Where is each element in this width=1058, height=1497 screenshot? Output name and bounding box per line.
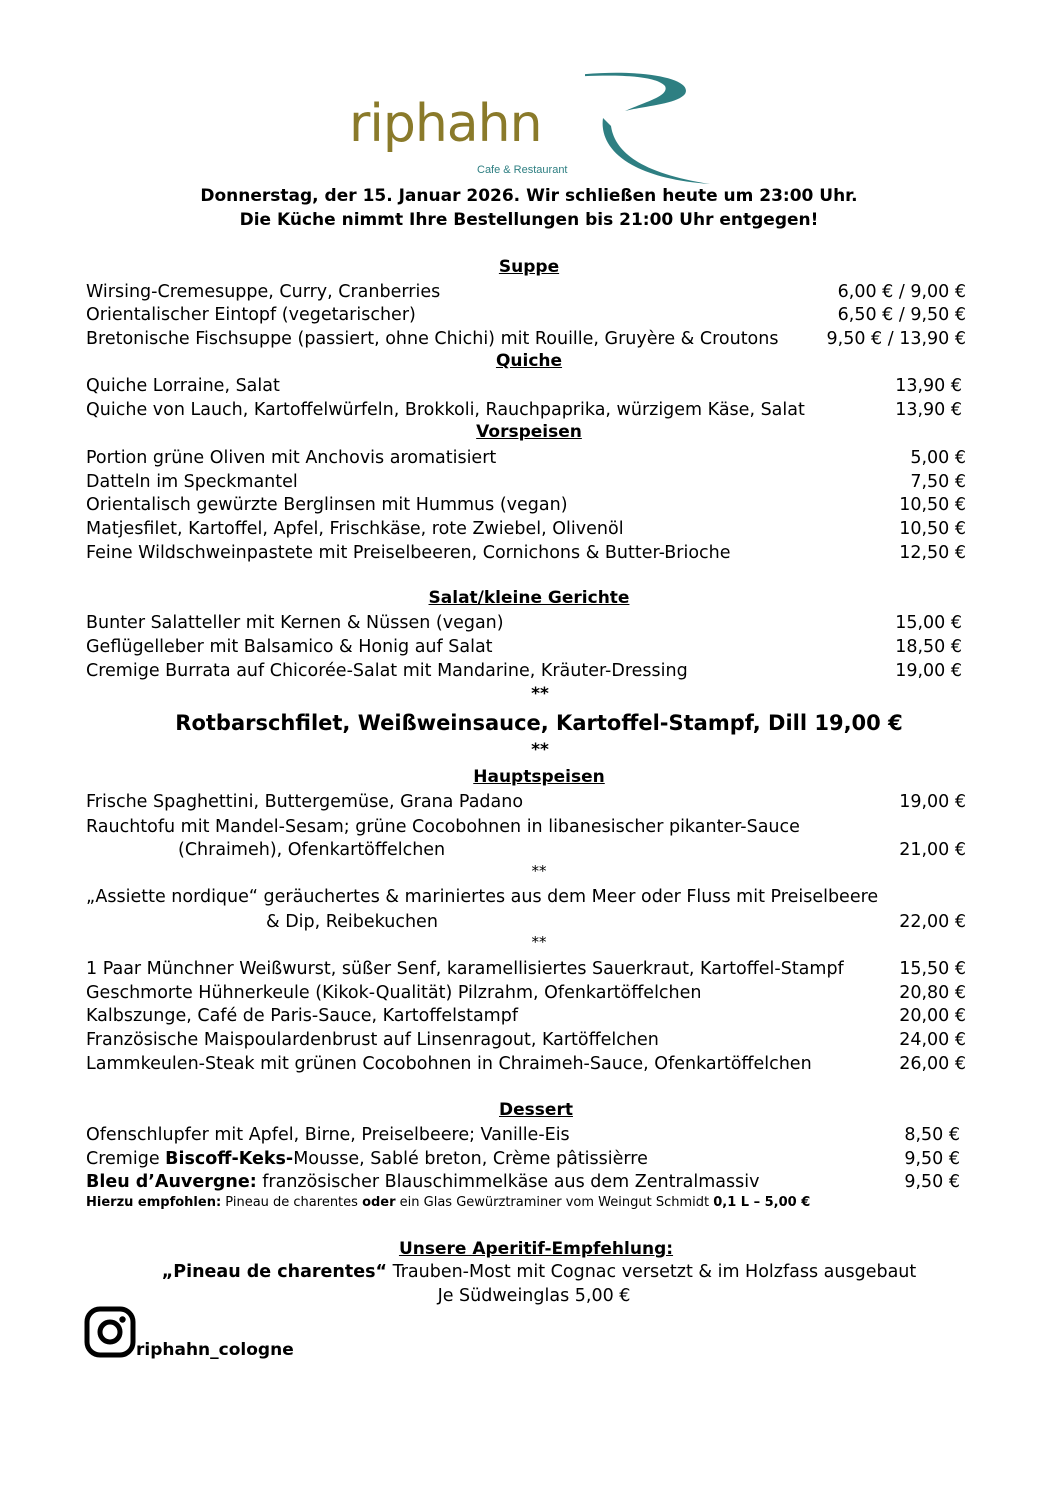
menu-item: [86, 398, 962, 422]
item-name: Quiche von Lauch, Kartoffelwürfeln, Brokkoli, Rauchpaprika, würzigem Käse, Salat: [86, 400, 805, 420]
menu-item: [86, 790, 966, 814]
item-price: 20,00 €: [899, 1006, 966, 1026]
menu-item-line: [86, 838, 966, 862]
aperitif-price: Je Südweinglas 5,00 €: [437, 1286, 631, 1306]
section-title-salat: Salat/kleine Gerichte: [428, 588, 630, 608]
menu-item: [86, 280, 966, 304]
item-price: 26,00 €: [899, 1054, 966, 1074]
menu-item: [86, 493, 966, 517]
item-name: Französische Maispoulardenbrust auf Linsenragout, Kartöffelchen: [86, 1030, 659, 1050]
menu-item-line: [86, 815, 966, 839]
note-text: ein Glas Gewürztraminer vom Weingut Schmidt: [395, 1195, 714, 1210]
item-name-continued: (Chraimeh), Ofenkartöffelchen: [178, 840, 446, 860]
item-name: Matjesfilet, Kartoffel, Apfel, Frischkäse, rote Zwiebel, Olivenöl: [86, 519, 624, 539]
item-price: 19,00 €: [895, 661, 962, 681]
item-name: Feine Wildschweinpastete mit Preiselbeeren, Cornichons & Butter-Brioche: [86, 543, 731, 563]
item-price: 12,50 €: [899, 543, 966, 563]
item-name-continued: & Dip, Reibekuchen: [266, 912, 438, 932]
menu-item: [86, 541, 966, 565]
item-price: 9,50 € / 13,90 €: [826, 329, 966, 349]
menu-item: [86, 635, 962, 659]
item-name: Orientalischer Eintopf (vegetarischer): [86, 305, 416, 325]
item-price: 24,00 €: [899, 1030, 966, 1050]
item-price: 13,90 €: [895, 400, 962, 420]
item-price: 10,50 €: [899, 519, 966, 539]
separator-stars: **: [531, 684, 549, 704]
logo-subtitle: Cafe & Restaurant: [477, 164, 568, 176]
item-name: [86, 1170, 759, 1194]
item-name: 1 Paar Münchner Weißwurst, süßer Senf, karamellisiertes Sauerkraut, Kartoffel-Stampf: [86, 959, 844, 979]
menu-item: [86, 1028, 966, 1052]
item-name: Frische Spaghettini, Buttergemüse, Grana Padano: [86, 792, 524, 812]
menu-item: [86, 981, 966, 1005]
item-name: Orientalisch gewürzte Berglinsen mit Hummus (vegan): [86, 495, 568, 515]
menu-item: [86, 374, 962, 398]
item-name: Geschmorte Hühnerkeule (Kikok-Qualität) Pilzrahm, Ofenkartöffelchen: [86, 983, 702, 1003]
item-price: 19,00 €: [899, 792, 966, 812]
item-name: [86, 1147, 648, 1171]
aperitif-description: [0, 1262, 1058, 1282]
section-title-suppe: Suppe: [498, 257, 560, 277]
item-price: 6,00 € / 9,00 €: [837, 282, 966, 302]
separator-stars: **: [531, 933, 547, 951]
header-line-1: Donnerstag, der 15. Januar 2026. Wir schließen heute um 23:00 Uhr.: [200, 186, 858, 206]
menu-item: [86, 659, 962, 683]
dessert-recommendation: [86, 1195, 810, 1210]
item-name: Rauchtofu mit Mandel-Sesam; grüne Cocobohnen in libanesischer pikanter-Sauce: [86, 817, 800, 837]
item-price: 13,90 €: [895, 376, 962, 396]
item-name: Quiche Lorraine, Salat: [86, 376, 280, 396]
item-name: Kalbszunge, Café de Paris-Sauce, Kartoffelstampf: [86, 1006, 518, 1026]
item-price: 15,00 €: [895, 613, 962, 633]
item-price: 21,00 €: [899, 840, 966, 860]
item-price: 9,50 €: [904, 1149, 960, 1169]
note-oder: oder: [362, 1195, 396, 1210]
menu-item: [86, 1147, 960, 1171]
note-text: Pineau de charentes: [221, 1195, 363, 1210]
menu-item: [86, 327, 966, 351]
menu-item: [86, 1004, 966, 1028]
item-name: „Assiette nordique“ geräuchertes & mariniertes aus dem Meer oder Fluss mit Preiselbeere: [86, 887, 879, 907]
note-price: 0,1 L – 5,00 €: [713, 1195, 811, 1210]
header-line-2: Die Küche nimmt Ihre Bestellungen bis 21:00 Uhr entgegen!: [239, 210, 819, 230]
logo-wordmark: riphahn: [349, 94, 542, 154]
menu-item-line: [86, 885, 966, 909]
separator-stars: **: [531, 740, 549, 760]
menu-item: [86, 611, 962, 635]
menu-item: [86, 1123, 960, 1147]
item-price: 5,00 €: [910, 448, 966, 468]
aperitif-text: Trauben-Most mit Cognac versetzt & im Holzfass ausgebaut: [387, 1262, 917, 1282]
item-name-bold: Biscoff-Keks-: [165, 1149, 294, 1169]
section-title-vorspeisen: Vorspeisen: [476, 422, 582, 442]
item-price: 18,50 €: [895, 637, 962, 657]
section-title-hauptspeisen: Hauptspeisen: [473, 767, 605, 787]
menu-item-line: [86, 910, 966, 934]
item-price: 7,50 €: [910, 472, 966, 492]
daily-special: Rotbarschfilet, Weißweinsauce, Kartoffel-Stampf, Dill 19,00 €: [175, 711, 903, 735]
item-price: 22,00 €: [899, 912, 966, 932]
item-name: Lammkeulen-Steak mit grünen Cocobohnen in Chraimeh-Sauce, Ofenkartöffelchen: [86, 1054, 812, 1074]
separator-stars: **: [531, 862, 547, 880]
menu-item: [86, 957, 966, 981]
menu-item: [86, 1170, 960, 1194]
item-price: 15,50 €: [899, 959, 966, 979]
item-price: 6,50 € / 9,50 €: [837, 305, 966, 325]
item-name: Ofenschlupfer mit Apfel, Birne, Preiselbeere; Vanille-Eis: [86, 1125, 570, 1145]
item-price: 20,80 €: [899, 983, 966, 1003]
item-name-bold: Bleu d’Auvergne:: [86, 1172, 257, 1192]
item-name: Cremige Burrata auf Chicorée-Salat mit Mandarine, Kräuter-Dressing: [86, 661, 688, 681]
section-title-quiche: Quiche: [495, 351, 563, 371]
item-price: 8,50 €: [904, 1125, 960, 1145]
logo-swoosh-icon: [585, 66, 725, 186]
menu-item: [86, 446, 966, 470]
section-title-aperitif: Unsere Aperitif-Empfehlung:: [398, 1239, 674, 1259]
aperitif-name: „Pineau de charentes“: [161, 1262, 388, 1282]
note-label: Hierzu empfohlen:: [86, 1195, 222, 1210]
instagram-handle[interactable]: riphahn_cologne: [136, 1340, 294, 1360]
menu-item: [86, 517, 966, 541]
item-name: Datteln im Speckmantel: [86, 472, 298, 492]
menu-item: [86, 303, 966, 327]
instagram-icon[interactable]: [84, 1306, 136, 1362]
item-price: 9,50 €: [904, 1172, 960, 1192]
section-title-dessert: Dessert: [499, 1100, 573, 1120]
item-name: Bretonische Fischsuppe (passiert, ohne Chichi) mit Rouille, Gruyère & Croutons: [86, 329, 779, 349]
item-price: 10,50 €: [899, 495, 966, 515]
item-name-part: französischer Blauschimmelkäse aus dem Zentralmassiv: [256, 1172, 760, 1192]
item-name: Portion grüne Oliven mit Anchovis aromatisiert: [86, 448, 497, 468]
item-name-part: Cremige: [86, 1149, 166, 1169]
item-name: Wirsing-Cremesuppe, Curry, Cranberries: [86, 282, 441, 302]
menu-item: [86, 470, 966, 494]
item-name-part: Mousse, Sablé breton, Crème pâtissièrre: [293, 1149, 648, 1169]
item-name: Geflügelleber mit Balsamico & Honig auf Salat: [86, 637, 493, 657]
menu-item: [86, 1052, 966, 1076]
restaurant-logo: [345, 66, 725, 186]
item-name: Bunter Salatteller mit Kernen & Nüssen (vegan): [86, 613, 504, 633]
